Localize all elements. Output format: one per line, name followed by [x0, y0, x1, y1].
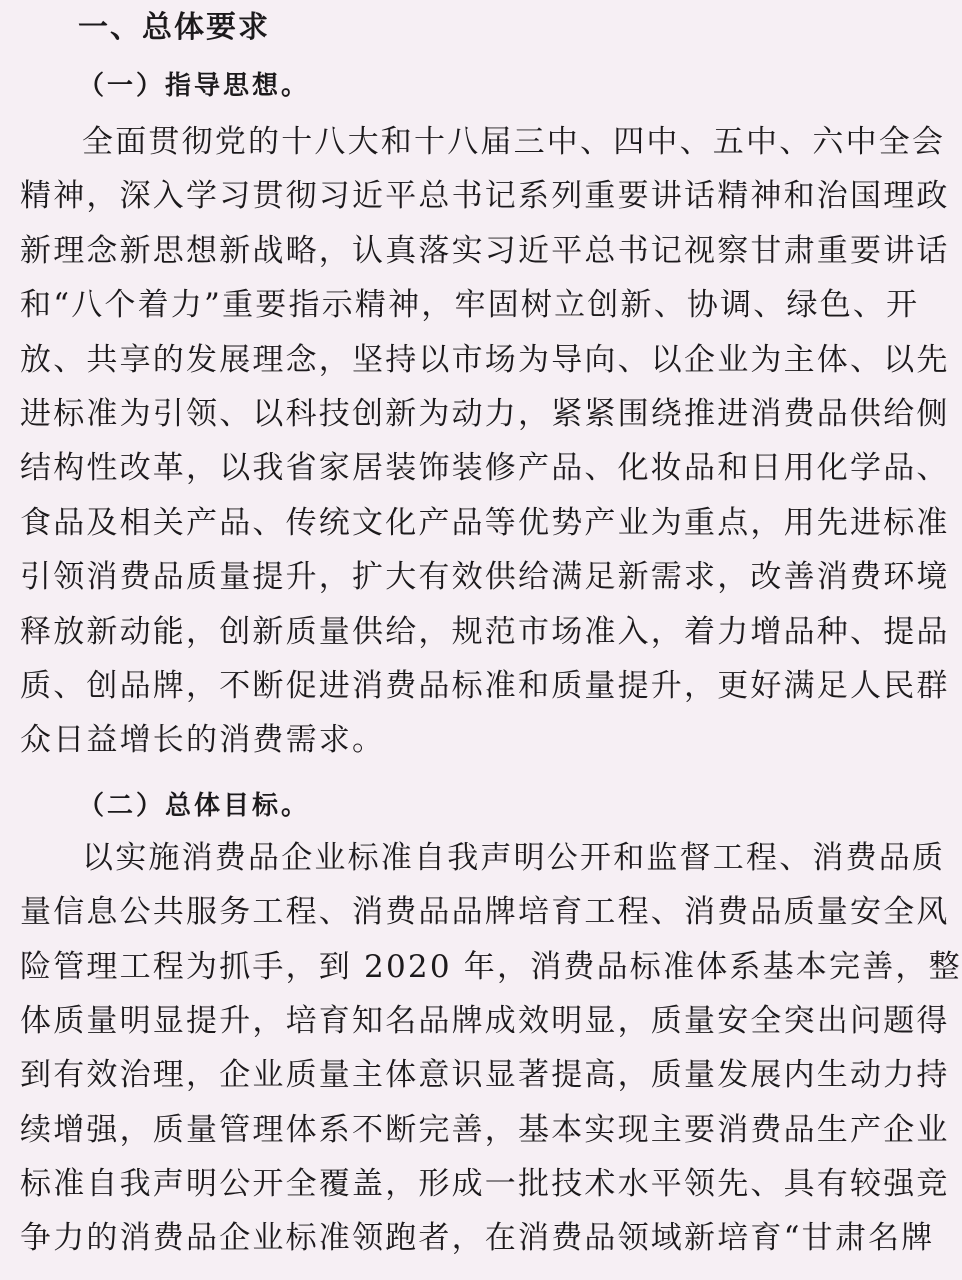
paragraph-line: 标准自我声明公开全覆盖，形成一批技术水平领先、具有较强竞	[20, 1165, 950, 1202]
paragraph-line: 争力的消费品企业标准领跑者，在消费品领域新培育“甘肃名牌	[20, 1220, 935, 1257]
paragraph-line: 放、共享的发展理念，坚持以市场为导向、以企业为主体、以先	[20, 341, 950, 378]
paragraph-line: 续增强，质量管理体系不断完善，基本实现主要消费品生产企业	[20, 1111, 950, 1148]
paragraph-line: 险管理工程为抓手，到 2020 年，消费品标准体系基本完善，整	[20, 948, 962, 985]
paragraph-line: 食品及相关产品、传统文化产品等优势产业为重点，用先进标准	[20, 504, 950, 541]
subsection-heading-guiding-thought: （一）指导思想。	[78, 71, 311, 101]
paragraph-line: 进标准为引领、以科技创新为动力，紧紧围绕推进消费品供给侧	[20, 396, 950, 432]
paragraph-line: 到有效治理，企业质量主体意识显著提高，质量发展内生动力持	[20, 1057, 950, 1094]
paragraph-line: 和“八个着力”重要指示精神，牢固树立创新、协调、绿色、开	[20, 287, 920, 324]
paragraph-line: 引领消费品质量提升，扩大有效供给满足新需求，改善消费环境	[20, 559, 950, 596]
paragraph-line: 精神，深入学习贯彻习近平总书记系列重要讲话精神和治国理政	[20, 178, 950, 215]
paragraph-line: 体质量明显提升，培育知名品牌成效明显，质量安全突出问题得	[20, 1002, 950, 1039]
paragraph-line: 释放新动能，创新质量供给，规范市场准入，着力增品种、提品	[20, 613, 950, 650]
paragraph-line: 众日益增长的消费需求。	[20, 722, 386, 759]
section-heading: 一、总体要求	[78, 10, 270, 45]
subsection-heading-overall-goal: （二）总体目标。	[78, 791, 311, 821]
paragraph-line: 全面贯彻党的十八大和十八届三中、四中、五中、六中全会	[82, 124, 946, 160]
paragraph-line: 结构性改革，以我省家居装饰装修产品、化妆品和日用化学品、	[20, 450, 950, 487]
paragraph-line: 新理念新思想新战略，认真落实习近平总书记视察甘肃重要讲话	[20, 232, 950, 269]
paragraph-line: 以实施消费品企业标准自我声明公开和监督工程、消费品质	[82, 840, 946, 876]
paragraph-line: 质、创品牌，不断促进消费品标准和质量提升，更好满足人民群	[20, 668, 950, 704]
paragraph-line: 量信息公共服务工程、消费品品牌培育工程、消费品质量安全风	[20, 894, 950, 931]
